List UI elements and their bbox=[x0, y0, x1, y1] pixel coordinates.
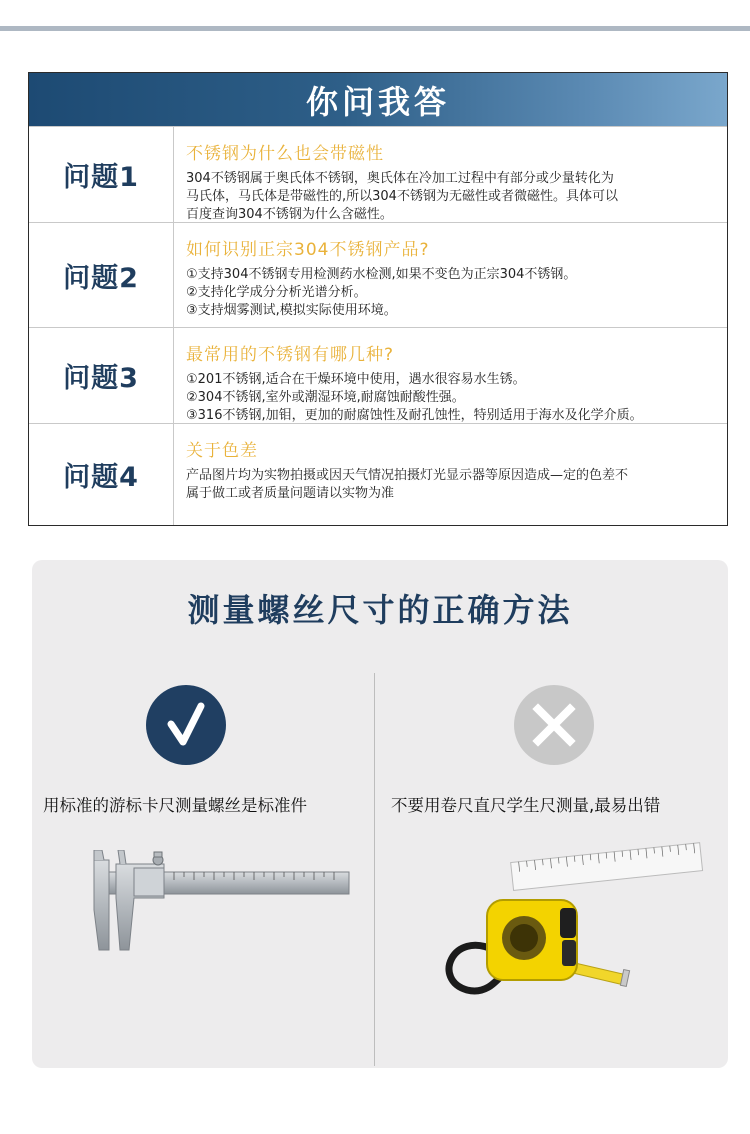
answer-cell bbox=[174, 223, 727, 327]
left-caption: 用标准的游标卡尺测量螺丝是标准件 bbox=[43, 796, 307, 815]
answer-line: ②304不锈钢,室外或潮湿环境,耐腐蚀耐酸性强。 bbox=[186, 390, 465, 405]
question-label: 问题2 bbox=[29, 223, 174, 327]
cross-icon bbox=[514, 685, 594, 765]
measure-method-card bbox=[32, 560, 728, 1068]
right-caption: 不要用卷尺直尺学生尺测量,最易出错 bbox=[391, 796, 661, 815]
answer-line: 产品图片均为实物拍摄或因天气情况拍摄灯光显示器等原因造成—定的色差不 bbox=[186, 468, 629, 483]
check-icon bbox=[146, 685, 226, 765]
top-divider-bar bbox=[0, 26, 750, 31]
measure-title: 测量螺丝尺寸的正确方法 bbox=[187, 591, 573, 629]
answer-line: 百度查询304不锈钢为什么含磁性。 bbox=[186, 207, 393, 222]
answer-cell bbox=[174, 424, 727, 525]
faq-row bbox=[29, 222, 727, 327]
faq-table bbox=[28, 72, 728, 526]
answer-line: ①支持304不锈钢专用检测药水检测,如果不变色为正宗304不锈钢。 bbox=[186, 267, 577, 282]
question-title: 不锈钢为什么也会带磁性 bbox=[186, 144, 384, 164]
faq-header: 你问我答 bbox=[29, 73, 727, 126]
center-divider bbox=[374, 673, 375, 1066]
faq-row bbox=[29, 126, 727, 222]
answer-line: ③316不锈钢,加钼，更加的耐腐蚀性及耐孔蚀性，特别适用于海水及化学介质。 bbox=[186, 408, 643, 423]
answer-cell bbox=[174, 127, 727, 222]
answer-cell bbox=[174, 328, 727, 423]
answer-line: 马氏体，马氏体是带磁性的,所以304不锈钢为无磁性或者微磁性。具体可以 bbox=[186, 189, 618, 204]
answer-text bbox=[186, 371, 715, 425]
question-label: 问题4 bbox=[29, 424, 174, 525]
faq-row bbox=[29, 327, 727, 423]
answer-line: ②支持化学成分分析光谱分析。 bbox=[186, 285, 367, 300]
answer-text bbox=[186, 467, 715, 503]
question-label: 问题1 bbox=[29, 127, 174, 222]
answer-line: 304不锈钢属于奥氏体不锈钢，奥氏体在冷加工过程中有部分或少量转化为 bbox=[186, 171, 614, 186]
question-title: 关于色差 bbox=[186, 441, 258, 461]
tape-measure-image bbox=[412, 830, 712, 1000]
faq-row bbox=[29, 423, 727, 525]
answer-line: 属于做工或者质量问题请以实物为准 bbox=[186, 486, 395, 501]
answer-text bbox=[186, 266, 715, 320]
question-title: 最常用的不锈钢有哪几种? bbox=[186, 345, 395, 365]
answer-line: ①201不锈钢,适合在干燥环境中使用，遇水很容易水生锈。 bbox=[186, 372, 526, 387]
question-title: 如何识别正宗304不锈钢产品? bbox=[186, 240, 430, 260]
answer-text bbox=[186, 170, 715, 224]
vernier-caliper-image bbox=[54, 850, 354, 960]
question-label: 问题3 bbox=[29, 328, 174, 423]
answer-line: ③支持烟雾测试,模拟实际使用环境。 bbox=[186, 303, 397, 318]
